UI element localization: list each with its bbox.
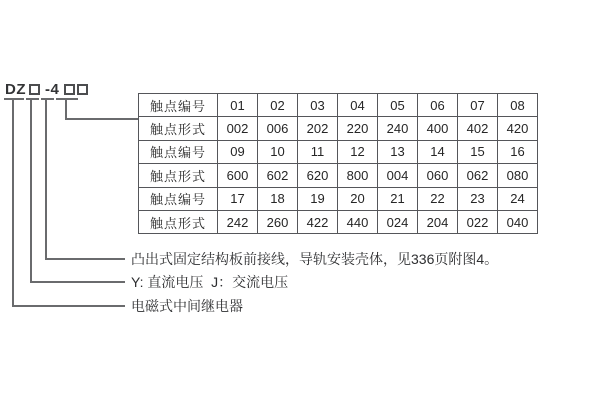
table-cell: 17 (218, 187, 258, 210)
table-row (139, 187, 538, 210)
table-cell: 13 (378, 140, 418, 163)
table-cell: 09 (218, 140, 258, 163)
table-cell: 402 (458, 117, 498, 140)
table-cell: 440 (338, 210, 378, 233)
table-cell: 22 (418, 187, 458, 210)
table-cell: 022 (458, 210, 498, 233)
table-row (139, 210, 538, 233)
callout-line-dash-vertical (45, 98, 47, 260)
model-prefix: DZ (5, 80, 26, 98)
row-label: 触点形式 (139, 164, 218, 187)
row-label: 触点编号 (139, 140, 218, 163)
table-cell: 202 (298, 117, 338, 140)
callout-line-box2-to-table (65, 118, 138, 120)
table-cell: 07 (458, 94, 498, 117)
callout-line-prefix-vertical (12, 98, 14, 307)
table-cell: 15 (458, 140, 498, 163)
table-cell: 004 (378, 164, 418, 187)
table-row (139, 164, 538, 187)
table-cell: 204 (418, 210, 458, 233)
model-placeholder-box-1 (29, 84, 40, 95)
table-cell: 024 (378, 210, 418, 233)
table-cell: 002 (218, 117, 258, 140)
table-cell: 21 (378, 187, 418, 210)
table-cell: 12 (338, 140, 378, 163)
callout-line-box2-vertical (65, 98, 67, 120)
table-cell: 420 (498, 117, 538, 140)
callout-line-prefix-to-text (12, 305, 125, 307)
table-cell: 400 (418, 117, 458, 140)
table-row (139, 140, 538, 163)
contact-code-table (138, 93, 538, 234)
table-cell: 800 (338, 164, 378, 187)
annotation-relay-type: 电磁式中间继电器 (131, 298, 243, 314)
model-placeholder-box-2 (64, 84, 75, 95)
table-cell: 10 (258, 140, 298, 163)
table-cell: 20 (338, 187, 378, 210)
row-label: 触点编号 (139, 94, 218, 117)
table-cell: 14 (418, 140, 458, 163)
table-cell: 19 (298, 187, 338, 210)
tick-prefix (4, 98, 24, 100)
table-cell: 602 (258, 164, 298, 187)
table-row (139, 117, 538, 140)
table-cell: 240 (378, 117, 418, 140)
table-cell: 05 (378, 94, 418, 117)
table-cell: 220 (338, 117, 378, 140)
row-label: 触点形式 (139, 210, 218, 233)
model-dash-number: -4 (45, 80, 60, 98)
table-cell: 242 (218, 210, 258, 233)
table-cell: 03 (298, 94, 338, 117)
table-cell: 01 (218, 94, 258, 117)
table-cell: 080 (498, 164, 538, 187)
table-cell: 11 (298, 140, 338, 163)
table-cell: 260 (258, 210, 298, 233)
table-cell: 006 (258, 117, 298, 140)
table-cell: 18 (258, 187, 298, 210)
annotation-mounting: 凸出式固定结构板前接线，导轨安装壳体，见336页附图4。 (131, 251, 499, 267)
tick-box-2 (56, 98, 78, 100)
callout-line-dash-to-text (45, 258, 125, 260)
row-label: 触点编号 (139, 187, 218, 210)
model-code (5, 81, 88, 97)
table-cell: 06 (418, 94, 458, 117)
tick-dash-number (41, 98, 54, 100)
table-cell: 620 (298, 164, 338, 187)
callout-line-box1-to-text (30, 281, 125, 283)
annotation-voltage: Y: 直流电压 J：交流电压 (131, 274, 289, 290)
table-cell: 062 (458, 164, 498, 187)
table-cell: 040 (498, 210, 538, 233)
table-cell: 060 (418, 164, 458, 187)
table-cell: 04 (338, 94, 378, 117)
callout-line-box1-vertical (30, 98, 32, 283)
table-row (139, 94, 538, 117)
table-cell: 02 (258, 94, 298, 117)
table-cell: 24 (498, 187, 538, 210)
table-cell: 08 (498, 94, 538, 117)
row-label: 触点形式 (139, 117, 218, 140)
tick-box-1 (26, 98, 39, 100)
model-placeholder-box-3 (77, 84, 88, 95)
table-cell: 23 (458, 187, 498, 210)
table-cell: 16 (498, 140, 538, 163)
table-cell: 600 (218, 164, 258, 187)
table-cell: 422 (298, 210, 338, 233)
